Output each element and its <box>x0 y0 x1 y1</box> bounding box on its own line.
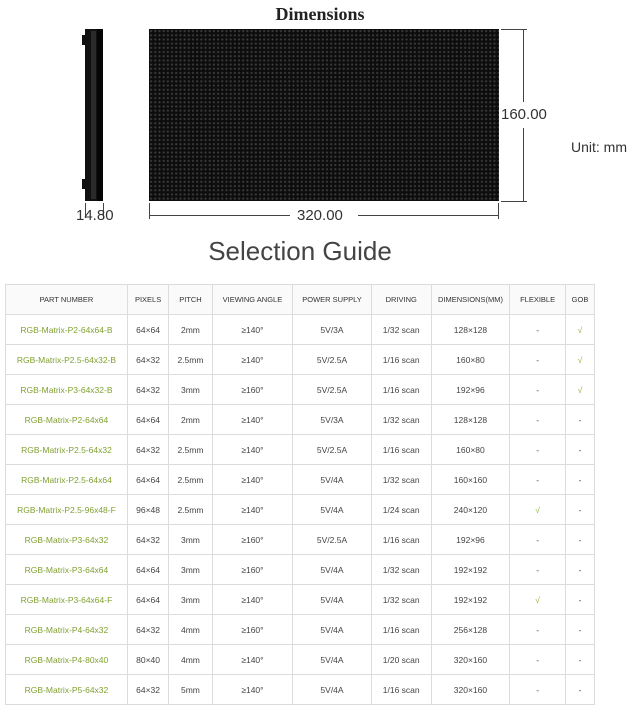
cell-gob: - <box>566 645 595 675</box>
cell-part-number[interactable]: RGB-Matrix-P2.5-64x64 <box>6 465 128 495</box>
table-row <box>6 345 595 375</box>
thickness-label: 14.80 <box>76 207 114 224</box>
cell-gob: √ <box>566 345 595 375</box>
cell-pixels: 64×32 <box>127 615 168 645</box>
cell-power-supply: 5V/3A <box>293 315 372 345</box>
cell-driving: 1/32 scan <box>371 465 431 495</box>
selection-table <box>5 284 595 705</box>
cell-pixels: 64×64 <box>127 585 168 615</box>
cell-pitch: 2.5mm <box>169 345 212 375</box>
cell-flexible: √ <box>510 585 566 615</box>
cell-gob: - <box>566 465 595 495</box>
cell-dimensions: 320×160 <box>431 645 510 675</box>
cell-viewing-angle: ≥140° <box>212 435 293 465</box>
height-arrow-line <box>523 128 524 201</box>
column-header-viewing-angle: VIEWING ANGLE <box>212 285 293 315</box>
height-arrow-line <box>523 30 524 102</box>
cell-gob: - <box>566 525 595 555</box>
cell-pixels: 64×64 <box>127 555 168 585</box>
cell-part-number[interactable]: RGB-Matrix-P4-64x32 <box>6 615 128 645</box>
cell-pitch: 3mm <box>169 555 212 585</box>
cell-dimensions: 192×192 <box>431 555 510 585</box>
cell-driving: 1/16 scan <box>371 525 431 555</box>
cell-dimensions: 128×128 <box>431 315 510 345</box>
cell-dimensions: 160×80 <box>431 345 510 375</box>
cell-dimensions: 128×128 <box>431 405 510 435</box>
table-row <box>6 465 595 495</box>
cell-part-number[interactable]: RGB-Matrix-P2-64x64 <box>6 405 128 435</box>
table-row <box>6 315 595 345</box>
cell-power-supply: 5V/2.5A <box>293 375 372 405</box>
panel-front-view <box>149 29 499 201</box>
cell-driving: 1/16 scan <box>371 345 431 375</box>
table-row <box>6 495 595 525</box>
table-body <box>6 315 595 705</box>
cell-dimensions: 192×96 <box>431 375 510 405</box>
cell-power-supply: 5V/3A <box>293 405 372 435</box>
column-header-dimensions: DIMENSIONS(MM) <box>431 285 510 315</box>
width-ext-line <box>498 203 499 219</box>
cell-pixels: 64×32 <box>127 435 168 465</box>
cell-flexible: - <box>510 525 566 555</box>
table-row <box>6 615 595 645</box>
table-row <box>6 675 595 705</box>
cell-part-number[interactable]: RGB-Matrix-P3-64x64-F <box>6 585 128 615</box>
cell-dimensions: 256×128 <box>431 615 510 645</box>
cell-pixels: 64×32 <box>127 675 168 705</box>
cell-power-supply: 5V/4A <box>293 645 372 675</box>
cell-pitch: 3mm <box>169 585 212 615</box>
cell-pitch: 2.5mm <box>169 495 212 525</box>
cell-pixels: 64×32 <box>127 525 168 555</box>
table-row <box>6 405 595 435</box>
cell-power-supply: 5V/4A <box>293 615 372 645</box>
side-rail <box>91 31 96 199</box>
cell-pitch: 3mm <box>169 525 212 555</box>
cell-driving: 1/32 scan <box>371 555 431 585</box>
cell-flexible: - <box>510 645 566 675</box>
dimensions-title: Dimensions <box>275 4 365 24</box>
selection-guide-title: Selection Guide <box>208 236 392 266</box>
cell-driving: 1/16 scan <box>371 435 431 465</box>
cell-dimensions: 320×160 <box>431 675 510 705</box>
width-arrow-line <box>358 215 498 216</box>
column-header-gob: GOB <box>566 285 595 315</box>
cell-gob: - <box>566 555 595 585</box>
width-arrow-line <box>150 215 290 216</box>
cell-driving: 1/16 scan <box>371 615 431 645</box>
cell-gob: - <box>566 435 595 465</box>
cell-gob: √ <box>566 315 595 345</box>
cell-viewing-angle: ≥140° <box>212 495 293 525</box>
cell-power-supply: 5V/4A <box>293 465 372 495</box>
table-row <box>6 585 595 615</box>
cell-power-supply: 5V/4A <box>293 675 372 705</box>
table-header-row <box>6 285 595 315</box>
cell-pixels: 64×64 <box>127 405 168 435</box>
cell-pitch: 4mm <box>169 615 212 645</box>
cell-pitch: 3mm <box>169 375 212 405</box>
cell-power-supply: 5V/2.5A <box>293 525 372 555</box>
panel-side-view <box>85 29 103 201</box>
table-row <box>6 645 595 675</box>
cell-pitch: 4mm <box>169 645 212 675</box>
cell-viewing-angle: ≥140° <box>212 315 293 345</box>
cell-part-number[interactable]: RGB-Matrix-P2.5-64x32 <box>6 435 128 465</box>
column-header-pixels: PIXELS <box>127 285 168 315</box>
cell-flexible: - <box>510 315 566 345</box>
table-row <box>6 435 595 465</box>
cell-flexible: - <box>510 405 566 435</box>
cell-gob: √ <box>566 375 595 405</box>
cell-flexible: - <box>510 675 566 705</box>
cell-part-number[interactable]: RGB-Matrix-P2-64x64-B <box>6 315 128 345</box>
cell-viewing-angle: ≥140° <box>212 675 293 705</box>
cell-part-number[interactable]: RGB-Matrix-P5-64x32 <box>6 675 128 705</box>
table-row <box>6 555 595 585</box>
cell-part-number[interactable]: RGB-Matrix-P2.5-64x32-B <box>6 345 128 375</box>
cell-driving: 1/20 scan <box>371 645 431 675</box>
cell-power-supply: 5V/2.5A <box>293 435 372 465</box>
cell-viewing-angle: ≥140° <box>212 405 293 435</box>
column-header-driving: DRIVING <box>371 285 431 315</box>
cell-power-supply: 5V/4A <box>293 585 372 615</box>
cell-viewing-angle: ≥160° <box>212 555 293 585</box>
cell-part-number[interactable]: RGB-Matrix-P3-64x64 <box>6 555 128 585</box>
cell-pixels: 64×32 <box>127 345 168 375</box>
cell-flexible: - <box>510 435 566 465</box>
cell-dimensions: 192×96 <box>431 525 510 555</box>
column-header-flexible: FLEXIBLE <box>510 285 566 315</box>
table-row <box>6 525 595 555</box>
cell-flexible: - <box>510 555 566 585</box>
cell-pixels: 80×40 <box>127 645 168 675</box>
side-connector <box>82 179 86 189</box>
cell-pitch: 2.5mm <box>169 465 212 495</box>
cell-flexible: - <box>510 615 566 645</box>
cell-power-supply: 5V/4A <box>293 555 372 585</box>
cell-viewing-angle: ≥140° <box>212 345 293 375</box>
cell-gob: - <box>566 585 595 615</box>
cell-power-supply: 5V/2.5A <box>293 345 372 375</box>
table-row <box>6 375 595 405</box>
cell-driving: 1/16 scan <box>371 675 431 705</box>
height-label: 160.00 <box>501 106 547 123</box>
cell-gob: - <box>566 405 595 435</box>
side-connector <box>82 35 86 45</box>
cell-pitch: 2mm <box>169 405 212 435</box>
cell-part-number[interactable]: RGB-Matrix-P4-80x40 <box>6 645 128 675</box>
cell-flexible: - <box>510 465 566 495</box>
cell-dimensions: 160×80 <box>431 435 510 465</box>
cell-part-number[interactable]: RGB-Matrix-P3-64x32 <box>6 525 128 555</box>
cell-pitch: 2.5mm <box>169 435 212 465</box>
cell-flexible: - <box>510 375 566 405</box>
cell-viewing-angle: ≥140° <box>212 585 293 615</box>
column-header-pitch: PITCH <box>169 285 212 315</box>
cell-driving: 1/32 scan <box>371 315 431 345</box>
width-label: 320.00 <box>297 207 343 224</box>
cell-part-number[interactable]: RGB-Matrix-P3-64x32-B <box>6 375 128 405</box>
cell-viewing-angle: ≥160° <box>212 615 293 645</box>
cell-flexible: - <box>510 345 566 375</box>
width-ext-line <box>149 203 150 219</box>
cell-pixels: 64×64 <box>127 465 168 495</box>
cell-dimensions: 192×192 <box>431 585 510 615</box>
unit-label: Unit: mm <box>571 139 627 155</box>
cell-gob: - <box>566 615 595 645</box>
cell-gob: - <box>566 675 595 705</box>
cell-pitch: 2mm <box>169 315 212 345</box>
cell-viewing-angle: ≥140° <box>212 645 293 675</box>
cell-pixels: 64×64 <box>127 315 168 345</box>
column-header-part-number: PART NUMBER <box>6 285 128 315</box>
cell-pitch: 5mm <box>169 675 212 705</box>
cell-viewing-angle: ≥140° <box>212 465 293 495</box>
cell-dimensions: 240×120 <box>431 495 510 525</box>
height-ext-line <box>501 201 527 202</box>
cell-driving: 1/32 scan <box>371 585 431 615</box>
cell-driving: 1/32 scan <box>371 405 431 435</box>
cell-driving: 1/24 scan <box>371 495 431 525</box>
side-cap <box>97 29 103 201</box>
cell-gob: - <box>566 495 595 525</box>
cell-flexible: √ <box>510 495 566 525</box>
cell-part-number[interactable]: RGB-Matrix-P2.5-96x48-F <box>6 495 128 525</box>
cell-driving: 1/16 scan <box>371 375 431 405</box>
column-header-power-supply: POWER SUPPLY <box>293 285 372 315</box>
cell-pixels: 96×48 <box>127 495 168 525</box>
cell-viewing-angle: ≥160° <box>212 525 293 555</box>
cell-dimensions: 160×160 <box>431 465 510 495</box>
cell-pixels: 64×32 <box>127 375 168 405</box>
cell-viewing-angle: ≥160° <box>212 375 293 405</box>
cell-power-supply: 5V/4A <box>293 495 372 525</box>
